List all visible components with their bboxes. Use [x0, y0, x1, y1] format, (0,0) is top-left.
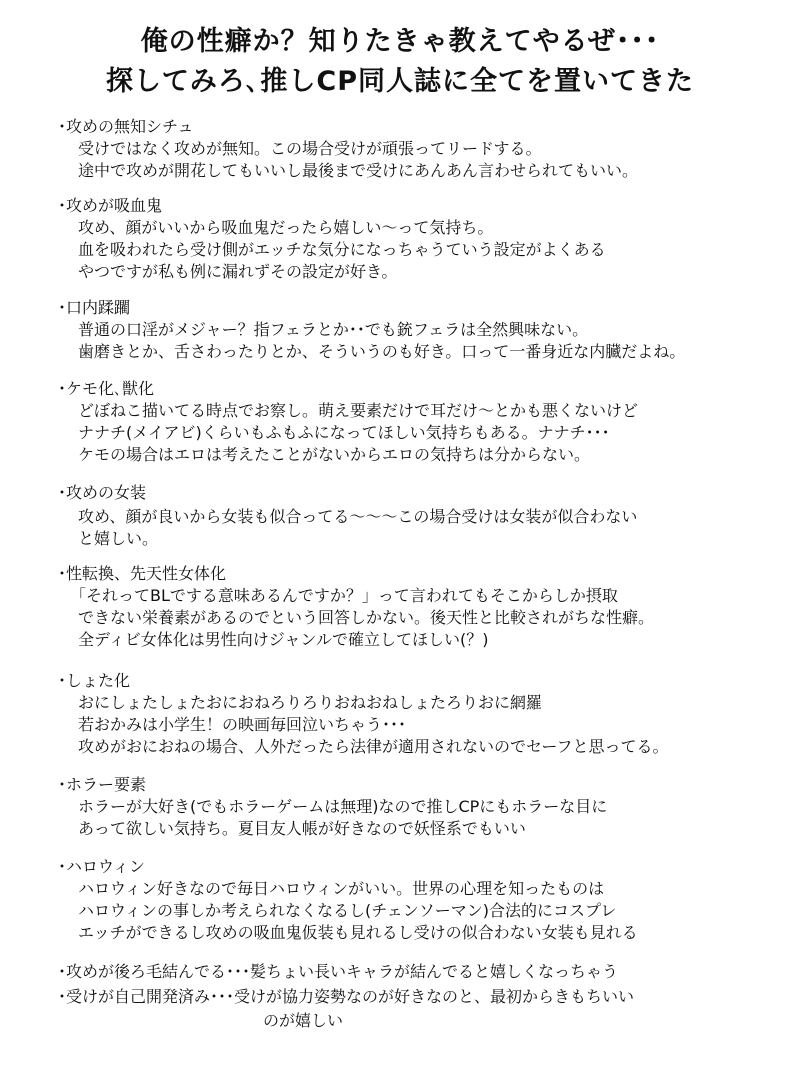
section-line: ナナチ(メイアビ)くらいもふもふになってほしい気持ちもある。ナナチ･･･: [78, 423, 610, 442]
section-heading: ･性転換、先天性女体化: [58, 564, 227, 583]
section-heading: ･攻めが吸血鬼: [58, 196, 163, 215]
section-line: 普通の口淫がメジャー？指フェラとか･･でも銃フェラは全然興味ない。: [78, 320, 589, 339]
section-line: ハロウィンの事しか考えられなくなるし(チェンソーマン)合法的にコスプレ: [78, 901, 617, 920]
section-heading: ･ハロウィン: [58, 857, 146, 876]
section-line: 全ディビ女体化は男性向けジャンルで確立してほしい(？): [78, 630, 489, 649]
section-line: 途中で攻めが開花してもいいし最後まで受けにあんあん言わせられてもいい。: [78, 161, 639, 180]
section-heading: ･口内蹂躙: [58, 298, 131, 317]
section-line: あって欲しい気持ち。夏目友人帳が好きなので妖怪系でもいい: [78, 819, 526, 838]
section-heading: ･攻めの無知シチュ: [58, 117, 194, 136]
section-line: 攻め、顔がいいから吸血鬼だったら嬉しい〜って気持ち。: [78, 218, 494, 237]
section-line: 血を吸われたら受け側がエッチな気分になっちゃうていう設定がよくある: [78, 240, 606, 259]
section-line: できない栄養素があるのでという回答しかない。後天性と比較されがちな性癖。: [78, 608, 655, 627]
page-title-line-1: 俺の性癖か？知りたきゃ教えてやるぜ･･･: [140, 26, 660, 57]
section-line: ホラーが大好き(でもホラーゲームは無理)なので推しCPにもホラーな目に: [78, 797, 608, 816]
section-heading: ･ホラー要素: [58, 775, 147, 794]
section-line: 若おかみは小学生！の映画毎回泣いちゃう･･･: [78, 715, 407, 734]
section-line: おにしょたしょたおにおねろりろりおねおねしょたろりおに網羅: [78, 693, 543, 712]
footer-item-hair-tie: ･攻めが後ろ毛結んでる･･･髪ちょい長いキャラが結んでると嬉しくなっちゃう: [58, 962, 619, 981]
section-line: 攻めがおにおねの場合、人外だったら法律が適用されないのでセーフと思ってる。: [78, 737, 669, 756]
section-line: 攻め、顔が良いから女装も似合ってる〜〜〜この場合受けは女装が似合わない: [78, 507, 638, 526]
footer-item-self-developed: ･受けが自己開発済み･･･受けが協力姿勢なのが好きなのと、最初からきもちいい: [58, 987, 635, 1006]
page-title-line-2: 探してみろ､推しCP同人誌に全てを置いてきた: [105, 66, 695, 97]
section-heading: ･ケモ化､獣化: [58, 379, 155, 398]
section-line: 受けではなく攻めが無知。この場合受けが頑張ってリードする。: [78, 139, 542, 158]
section-line: ハロウィン好きなので毎日ハロウィンがいい。世界の心理を知ったものは: [78, 879, 605, 898]
section-line: やつですが私も例に漏れずその設定が好き。: [78, 262, 398, 281]
section-line: と嬉しい。: [78, 529, 159, 548]
section-line: どぼねこ描いてる時点でお察し。萌え要素だけで耳だけ〜とかも悪くないけど: [78, 401, 639, 420]
section-line: エッチができるし攻めの吸血鬼仮装も見れるし受けの似合わない女装も見れる: [78, 923, 638, 942]
footer-item-self-developed-cont: のが嬉しい: [263, 1011, 344, 1030]
section-heading: ･しょた化: [58, 671, 131, 690]
section-line: 歯磨きとか、舌さわったりとか、そういうのも好き。口って一番身近な内臓だよね。: [78, 342, 686, 361]
section-line: ケモの場合はエロは考えたことがないからエロの気持ちは分からない。: [78, 445, 591, 464]
section-line: 「それってBLでする意味あるんですか？」って言われてもそこからしか摂取: [70, 586, 618, 605]
section-heading: ･攻めの女装: [58, 483, 147, 502]
